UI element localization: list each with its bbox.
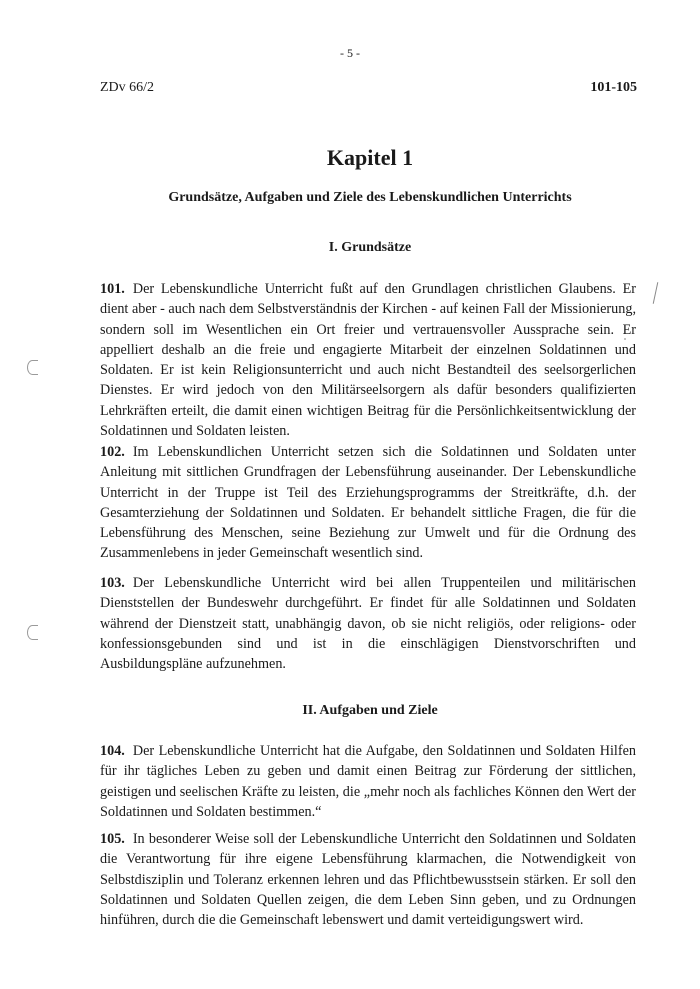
document-id: ZDv 66/2 (100, 80, 155, 95)
page-number: - 5 - (340, 46, 360, 60)
paragraph-number: 104. (100, 743, 125, 759)
paragraph-102 (100, 442, 636, 564)
paragraph-text: Der Lebenskundliche Unterricht wird bei allen Truppenteilen und militärischen Dienststellen der Bundeswehr durchgeführt. Er findet für alle Soldatinnen und Soldaten während der Dienstzeit statt, unabhängig davon, ob sie nicht religiös, oder religions- oder konfessionsgebunden sind und ist in die einschlägigen Dienstvorschriften und Ausbildungspläne aufzunehmen. (100, 575, 636, 673)
section-heading-aufgaben: II. Aufgaben und Ziele (302, 703, 438, 718)
paragraph-number: 101. (100, 281, 125, 297)
paragraph-number: 103. (100, 575, 125, 591)
paragraph-103 (100, 573, 636, 674)
paragraph-range: 101-105 (590, 80, 637, 95)
paragraph-text: In besonderer Weise soll der Lebenskundliche Unterricht den Soldatinnen und Soldaten die Verantwortung für ihre eigene Lebensführung klarmachen, die Notwendigkeit von Selbstdisziplin und Toleranz erkennen lehren und das Pflichtbewusstsein stärken. Er soll den Soldatinnen und Soldaten Quellen zeigen, die dem Leben Sinn geben, und zu Ordnungen hinführen, durch die die Gemeinschaft lebenswert und damit verteidigungswert wird. (100, 831, 636, 929)
paragraph-text: Der Lebenskundliche Unterricht hat die Aufgabe, den Soldatinnen und Soldaten Hilfen für ihr tägliches Leben zu geben und damit einen Beitrag zur Förderung der sittlichen, geistigen und seelischen Kräfte zu leisten, die „mehr noch als fachliches Können den Wert der Soldatinnen und Soldaten bestimmen.“ (100, 743, 636, 820)
paragraph-number: 102. (100, 444, 125, 460)
chapter-title: Kapitel 1 (326, 145, 414, 170)
paragraph-text: Der Lebenskundliche Unterricht fußt auf den Grundlagen christlichen Glaubens. Er dient aber - auch nach dem Selbstverständnis der Kirchen - auf keinen Fall der Missionierung, sondern soll im Wesentlichen ein Ort freier und vertrauensvoller Aussprache sein. Er appelliert deshalb an die freie und engagierte Mitarbeit der einzelnen Soldatinnen und Soldaten. Er ist kein Religionsunterricht und auch nicht Bestandteil des seelsorgerlichen Dienstes. Er wird jedoch von den Militärseelsorgern als dafür besonders qualifizierten Lehrkräften erteilt, die damit einen wichtigen Beitrag für die Persönlichkeitsentwicklung der Soldatinnen und Soldaten leisten. (100, 281, 636, 440)
punch-hole-mark (27, 360, 38, 375)
chapter-subtitle: Grundsätze, Aufgaben und Ziele des Lebenskundlichen Unterrichts (168, 190, 572, 205)
paragraph-101 (100, 279, 636, 441)
scan-artifact-mark (653, 282, 659, 304)
paragraph-number: 105. (100, 831, 125, 847)
scan-artifact-speck (624, 338, 626, 340)
paragraph-104 (100, 741, 636, 822)
section-heading-grundsaetze: I. Grundsätze (328, 240, 412, 255)
punch-hole-mark (27, 625, 38, 640)
paragraph-text: Im Lebenskundlichen Unterricht setzen sich die Soldatinnen und Soldaten unter Anleitung mit sittlichen Grundfragen der Lebensführung auseinander. Der Lebenskundliche Unterricht in der Truppe ist Teil des Erziehungsprogramms der Streitkräfte, d.h. der Gesamterziehung der Soldatinnen und Soldaten. Er behandelt sittliche Fragen, die für die Lebensführung des Menschen, seine Beziehung zur Umwelt und für die Ordnung des Zusammenlebens in jeder Gemeinschaft wesentlich sind. (100, 444, 636, 562)
paragraph-105 (100, 829, 636, 930)
